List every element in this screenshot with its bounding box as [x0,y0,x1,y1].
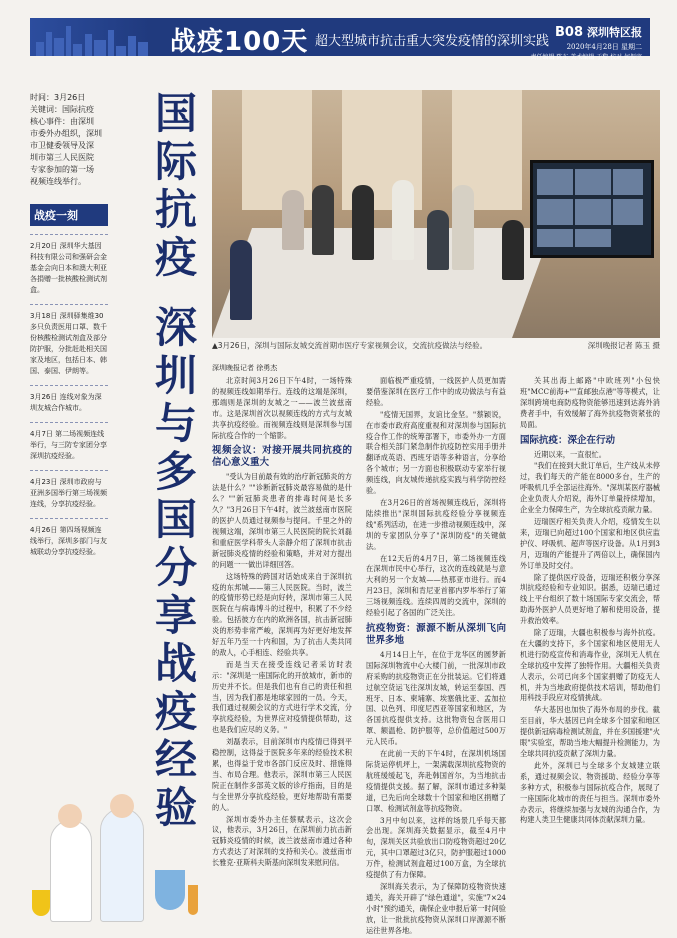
issue-date: 2020年4月28日 星期二 [566,43,642,51]
headline-line-2: 深圳与多国分享战疫经验 [154,303,197,832]
sidebar [30,90,108,558]
info-line: 圳市第三人民医院 [30,153,94,162]
article-paragraph: 面临极严重疫情，一线医护人员更加需要借鉴深圳在医疗工作中的成功做法与有益经验。 [366,376,506,407]
info-line: 核心事件：由深圳 [30,117,94,126]
article-byline: 深圳晚报记者 徐勇杰 [212,364,278,372]
article-paragraph: 而是当天在接受连线记者采访时表示："深圳是一座国际化的开放城市，新市的历史并不长。但是我们也有自己的责任和担当，因为我们都是地球家园的一员。今天，我们通过视频会议的方式进行学术交流，分享抗疫经验，为世界应对疫情提供帮助，这也是我们应尽的义务。" [212,659,352,735]
photo-caption-row [212,340,660,351]
newspaper-name: 深圳特区报 [587,26,642,39]
event-info-box [30,90,108,190]
video-screen [530,160,654,258]
info-line: 视频连线举行。 [30,177,86,186]
article-paragraph: 在12天后的4月7日，第二场视频连线在深圳市民中心举行，这次的连线就是与意大利的另一个友城——热那亚市进行。而4月23日，深圳和肯尼亚首都内罗毕举行了第三场视频连线。连续四周的交流中，深圳的经验引起了各国的广泛关注。 [366,553,506,618]
article-paragraph: "受认为目前最有效的治疗新冠肺炎的方法是什么？""诊断新冠肺炎最容易做的是什么？""新冠肺炎患者的排毒时间是长多久？"3月26日下午4时，波兰波兹南市医院的医护人员通过视频参与提问。千里之外的视频这端，深圳市第三人民医院的院长刘磊和重症医学科带头人亲静介绍了深圳市抗击新冠肺炎疫情的经验和策略，并对对方提出的问题一一做出详细回答。 [212,472,352,569]
article-paragraph: "我们在接到大批订单后，生产线从未停过，我们每天的产能在8000多台，生产的呼吸机几乎全部运往海外。"深圳某医疗器械企业负责人介绍说，海外订单量持续增加，企业全力保障生产，为全球抗疫贡献力量。 [520,461,660,515]
section-subtitle: 超大型城市抗击重大突发疫情的深圳实践 [315,34,550,49]
article-paragraph: "疫情无国界，友谊比金坚。"蔡颖说，在市委市政府高度重视和对深圳参与国际抗疫合作工作的统筹部署下，市委外办一方面联合相关部门紧急制作抗疫防控实用手册并翻译成英语、西班牙语等多种语言，分享给各个城市；另一方面也积极联动专家举行视频连线，向友城传递抗疫实践与科学防控经验。 [366,409,506,496]
article-paragraph: 深圳市委外办主任蔡赋表示，这次会议，他表示，3月26日，在深圳前力抗击新冠肺炎疫情的时候，波兰波兹南市通过各种方式表达了对深圳的支持和关心。波兹南市长雅克·亚斯科夫斯基向深圳发来慰问信。 [212,814,352,868]
article-paragraph: 3月中旬以来，这样的场景几乎每天都会出现。深圳海关数据显示，截至4月中旬，深圳关区共验放出口防疫物资超过20亿元，其中口罩超过3亿只，防护服超过1000万件，检测试剂盒超过100万盒，为全球抗疫提供了有力保障。 [366,815,506,880]
article-paragraph: 刘磊表示，目前深圳市内疫情已得到平稳控制，这得益于医院多年来的经验技术积累，也得益于党市各部门反应及时、措施得当、布局合理。他表示，深圳市第三人民医院正在制作多部英文版的诊疗指南，目的是与全世界分享抗疫经验，更好地帮助有需要的人。 [212,737,352,812]
timeline-item: 3月18日 深圳驿集维30多只负责医用口罩、数千份核酸检测试剂盒及部分防护服，分批赶赴相关国家及地区，包括日本、韩国、泰国、伊朗等。 [30,304,108,377]
info-line: 市卫健委领导及深 [30,141,94,150]
timeline-item: 3月26日 连线对象为深圳友城合作城市。 [30,385,108,414]
section-title: 战疫100天 [170,27,309,57]
article-paragraph: 关其出海上邮路"中欧班列"小包快班"MCC前海+""直邮独点港"等等模式，让深圳跨境电商防疫物资能够迅速到达海外消费者手中，有效缓解了海外抗疫物资紧张的局面。 [520,376,660,429]
article-paragraph: 深圳海关表示，为了保障防疫物资快速通关，海关开辟了"绿色通道"，实施"7×24小时"预约通关，确保企业申报后第一时间验放，让一批批抗疫物资从深圳口岸源源不断运往世界各地。 [366,881,506,935]
article-paragraph: 北京时间3月26日下午4时，一场特殊的视频连线如期举行。连线的这端是深圳，那端则是深圳的友城之一——波兰波兹南市。这是深圳首次以视频连线的方式与友城共享抗疫经验。而视频连线则是深圳参与国际抗疫合作的一个缩影。 [212,376,352,440]
article-paragraph: 4月14日上午，在位于龙华区的圆梦新国际深圳物流中心大楼门前，一批深圳市政府采购的抗疫物资正在分批装运。它们将通过航空货运飞往深圳友城，转运至泰国、西班牙、日本、柬埔寨、埃塞俄比亚、孟加拉国、以色列、印度尼西亚等国家和地区，为各国抗疫提供支持。这批物资包含医用口罩、额温枪、防护服等，总价值超过500万元人民币。 [366,649,506,747]
info-line: 时间：3月26日 [30,93,86,102]
skyline-graphic [30,18,150,56]
page-number: B08 [555,25,583,40]
article-subheading: 抗疫物资：源源不断从深圳飞向世界多地 [366,622,506,646]
headline [148,90,204,832]
timeline-item: 2月20日 深圳华大基因科技有限公司和强研会金基金会向日本和澳大利亚各捐赠一批核酸检测试剂盒。 [30,234,108,296]
article-column-3 [520,376,660,827]
news-photo [212,90,660,338]
article-paragraph: 除了提供医疗设备，迈瑞还积极分享深圳抗疫经验和专业知识。据悉，迈瑞已通过线上平台组织了数十场国际专家交流会，帮助海外医护人员更好地了解和使用设备，提升救治效率。 [520,572,660,626]
timeline-heading: 战疫一刻 [30,204,108,226]
article-paragraph: 这场特殊的跨国对话始成来自于深圳抗疫的东邦城——第三人民医院。当时，波兰的疫情形势已经是向好转，深圳市第三人民医院在与病毒博斗的过程中，积累了不少经验。包括彼方在内的欧洲各国，抗击新冠肺炎的形势非常严峻，深圳再为好更好地发挥好五年乃至一十内和国，为了抗击人类共同的敌人，心手相连、经验共享。 [212,571,352,657]
article-paragraph: 在3月26日的首场视频连线后，深圳将陆续推出"深圳国际抗疫经验分享视频连线"系列活动，在进一步推动视频连线中，深圳的专家团队分享了"深圳防疫"的关键做法。 [366,497,506,551]
editor-credits: 责任编辑 陈东 美术编辑 于黎 校对 何振宇 [530,54,642,61]
medical-staff-illustration [30,800,200,922]
photo-caption: ▲3月26日，深圳与国际友城交流首期市医疗专家视频会议，交流抗疫做法与经验。 [212,341,488,350]
article-paragraph: 此外，深圳已与全球多个友城建立联系，通过视频会议、物资援助、经验分享等多种方式，积极参与国际抗疫合作，展现了一座国际化城市的责任与担当。深圳市委外办表示，将继续加强与友城的沟通合作，为构建人类卫生健康共同体贡献深圳力量。 [520,760,660,825]
article-column-2 [366,376,506,938]
article-column-1 [212,376,352,870]
timeline-item: 4月23日 深圳市政府与亚洲多国举行第三场视频连线，分享抗疫经验。 [30,470,108,510]
article-paragraph: 近期以来，一直很忙。 [534,449,606,459]
article-subheading: 视频会议：对接开展共同抗疫的信心意义重大 [212,445,352,469]
headline-line-1: 国际抗疫 [154,89,197,282]
page-info [530,21,642,61]
info-line: 关键词：国际抗疫 [30,105,94,114]
photo-credit: 深圳晚报记者 陈玉 摄 [587,341,660,350]
article-subheading: 国际抗疫：深企在行动 [520,434,616,446]
info-line: 专家参加的第一场 [30,165,94,174]
article-paragraph: 华大基因也加快了海外布局的步伐。截至目前，华大基因已向全球多个国家和地区提供新冠病毒检测试剂盒，并在多国援建"火眼"实验室，帮助当地大幅提升检测能力，为全球共同抗疫贡献了深圳力量。 [520,705,660,758]
article-paragraph: 迈瑞医疗相关负责人介绍，疫情发生以来，迈瑞已向超过100个国家和地区供应监护仪、呼吸机、超声等医疗设备。从1月到3月，迈瑞的产能提升了两倍以上，确保国内外订单及时交付。 [520,516,660,570]
page-header [30,18,650,61]
timeline-item: 4月7日 第二场视频连线举行，与三防专家团分享深圳抗疫经验。 [30,422,108,462]
article-paragraph: 除了迈瑞，大疆也积极参与海外抗疫。在大疆的支持下，多个国家和地区使用无人机进行防疫宣传和消毒作业，深圳无人机在全球抗疫中发挥了独特作用。大疆相关负责人表示，公司已向多个国家捐赠了防疫无人机，并为当地政府提供技术培训，帮助他们用科技手段应对疫情挑战。 [520,628,660,703]
article-paragraph: 在此前一天的下午4时，在深圳机场国际货运停机坪上，一架满载深圳抗疫物资的航班缓缓起飞，奔赴韩国首尔，为当地抗击疫情提供支援。据了解，深圳市通过多种渠道，已先后向全球数十个国家和地区捐赠了口罩、检测试剂盒等抗疫物资。 [366,749,506,813]
timeline-item: 4月26日 第四场视频连线举行，深圳多部门与友城联动分享抗疫经验。 [30,518,108,558]
info-line: 市委外办组织，深圳 [30,129,102,138]
